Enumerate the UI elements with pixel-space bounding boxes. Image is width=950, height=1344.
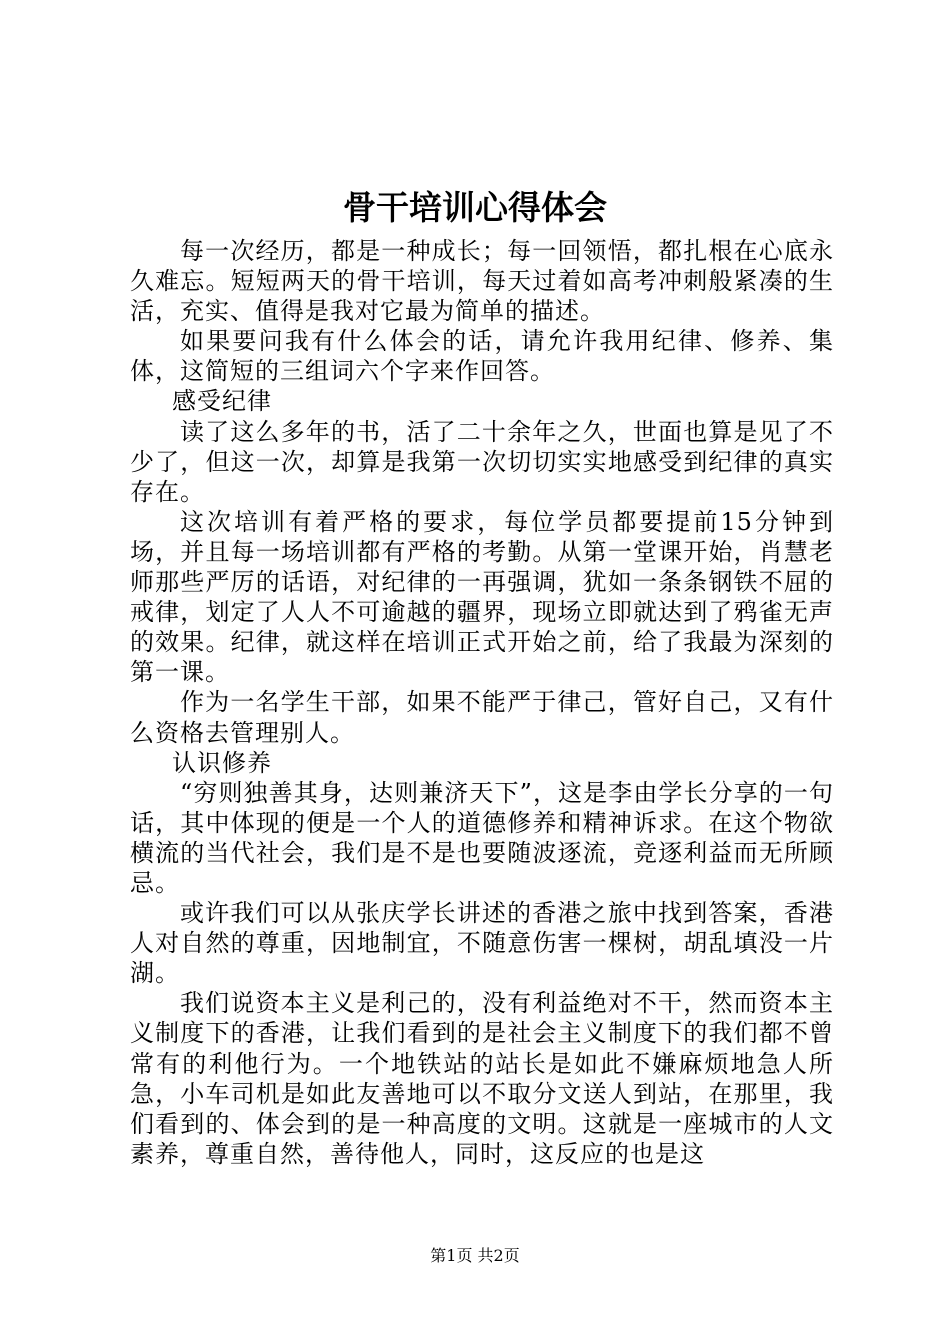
paragraph: 每一次经历，都是一种成长；每一回领悟，都扎根在心底永久难忘。短短两天的骨干培训，每天过着如高考冲刺般紧凑的生活，充实、值得是我对它最为简单的描述。 [130,237,834,326]
document-body [130,236,834,1169]
paragraph: 这次培训有着严格的要求，每位学员都要提前15分钟到场，并且每一场培训都有严格的考勤。从第一堂课开始，肖慧老师那些严厉的话语，对纪律的一再强调，犹如一条条钢铁不屈的戒律，划定了人人不可逾越的疆界，现场立即就达到了鸦雀无声的效果。纪律，就这样在培训正式开始之前，给了我最为深刻的第一课。 [130,507,834,687]
paragraph: 或许我们可以从张庆学长讲述的香港之旅中找到答案，香港人对自然的尊重，因地制宜，不随意伤害一棵树，胡乱填没一片湖。 [130,899,834,988]
document-title: 骨干培训心得体会 [343,188,607,227]
paragraph: 我们说资本主义是利己的，没有利益绝对不干，然而资本主义制度下的香港，让我们看到的是社会主义制度下的我们都不曾常有的利他行为。一个地铁站的站长是如此不嫌麻烦地急人所急，小车司机是如此友善地可以不取分文送人到站，在那里，我们看到的、体会到的是一种高度的文明。这就是一座城市的人文素养，尊重自然，善待他人，同时，这反应的也是这 [130,989,834,1168]
paragraph: 如果要问我有什么体会的话，请允许我用纪律、修养、集体，这简短的三组词六个字来作回答。 [130,327,834,386]
section-heading-cultivation: 认识修养 [172,748,272,777]
paragraph: “穷则独善其身，达则兼济天下”，这是李由学长分享的一句话，其中体现的便是一个人的道德修养和精神诉求。在这个物欲横流的当代社会，我们是不是也要随波逐流，竞逐利益而无所顾忌。 [130,778,834,897]
paragraph: 作为一名学生干部，如果不能严于律己，管好自己，又有什么资格去管理别人。 [130,688,834,747]
paragraph: 读了这么多年的书，活了二十余年之久，世面也算是见了不少了，但这一次，却算是我第一次切切实实地感受到纪律的真实存在。 [130,417,834,506]
page-footer: 第1页 共2页 [430,1246,520,1265]
section-heading-discipline: 感受纪律 [172,387,272,416]
